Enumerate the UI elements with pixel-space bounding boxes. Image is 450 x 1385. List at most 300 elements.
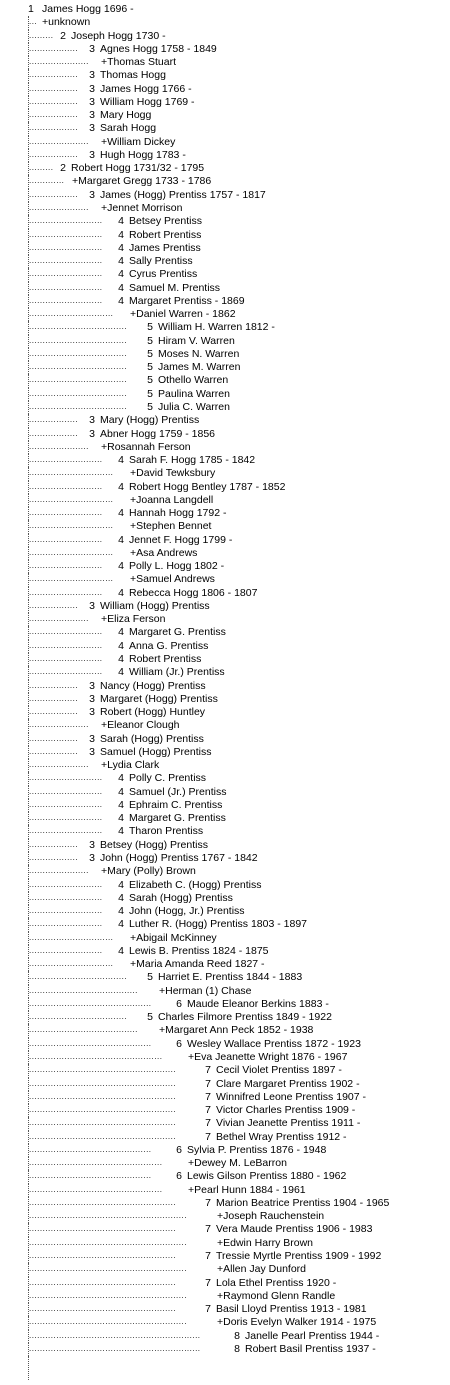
spouse-name: +Joanna Langdell bbox=[130, 493, 214, 506]
person-row bbox=[0, 361, 450, 374]
person-name: William H. Warren 1812 - bbox=[158, 321, 275, 334]
person-row bbox=[0, 215, 450, 228]
person-name: Polly L. Hogg 1802 - bbox=[129, 560, 225, 573]
person-name: Robert Hogg Bentley 1787 - 1852 bbox=[129, 480, 286, 493]
generation-number: 4 bbox=[118, 281, 124, 294]
indent-leader: ...................................................... bbox=[28, 1104, 202, 1117]
indent-leader: ...................... bbox=[28, 719, 99, 732]
person-name: Samuel (Jr.) Prentiss bbox=[129, 785, 227, 798]
indent-leader: ........................... bbox=[28, 945, 115, 958]
indent-leader: ........................... bbox=[28, 229, 115, 242]
person-row bbox=[0, 374, 450, 387]
person-row bbox=[0, 1223, 450, 1236]
generation-number: 7 bbox=[205, 1077, 211, 1090]
person-name: Moses N. Warren bbox=[158, 347, 240, 360]
person-name: Robert (Hogg) Huntley bbox=[100, 706, 206, 719]
spouse-row bbox=[0, 1237, 450, 1250]
person-name: Abner Hogg 1759 - 1856 bbox=[100, 427, 216, 440]
indent-leader: ........................... bbox=[28, 879, 115, 892]
person-row bbox=[0, 1091, 450, 1104]
person-name: Robert Prentiss bbox=[129, 653, 202, 666]
spouse-name: +Asa Andrews bbox=[130, 546, 198, 559]
person-name: Harriet E. Prentiss 1844 - 1883 bbox=[158, 971, 303, 984]
indent-leader: ................................................. bbox=[28, 1157, 186, 1170]
spouse-name: +Stephen Bennet bbox=[130, 520, 212, 533]
person-name: Marion Beatrice Prentiss 1904 - 1965 bbox=[216, 1196, 390, 1209]
spouse-row bbox=[0, 467, 450, 480]
person-row bbox=[0, 1064, 450, 1077]
person-row bbox=[0, 255, 450, 268]
spouse-name: +Pearl Hunn 1884 - 1961 bbox=[188, 1183, 306, 1196]
person-row bbox=[0, 242, 450, 255]
spouse-name: +Daniel Warren - 1862 bbox=[130, 308, 236, 321]
generation-number: 3 bbox=[89, 852, 95, 864]
spouse-row bbox=[0, 1184, 450, 1197]
indent-leader: ...................................................... bbox=[28, 1197, 202, 1210]
person-row bbox=[0, 626, 450, 639]
person-name: Vera Maude Prentiss 1906 - 1983 bbox=[216, 1223, 373, 1236]
person-name: Joseph Hogg 1730 - bbox=[71, 29, 166, 42]
generation-number: 3 bbox=[89, 414, 95, 427]
indent-leader: .......................................................... bbox=[28, 1316, 215, 1329]
person-row bbox=[0, 149, 450, 162]
person-name: Lewis Gilson Prentiss 1880 - 1962 bbox=[187, 1170, 347, 1183]
indent-leader: ............................... bbox=[28, 467, 128, 480]
person-row bbox=[0, 772, 450, 785]
person-name: Hannah Hogg 1792 - bbox=[129, 507, 227, 520]
person-name: Sarah Hogg bbox=[100, 122, 157, 135]
generation-number: 3 bbox=[89, 706, 95, 719]
indent-leader: ...................... bbox=[28, 136, 99, 149]
person-name: Samuel (Hogg) Prentiss bbox=[100, 745, 212, 758]
person-row bbox=[0, 388, 450, 401]
spouse-name: +Jennet Morrison bbox=[101, 201, 183, 214]
generation-number: 6 bbox=[176, 997, 182, 1010]
spouse-row bbox=[0, 985, 450, 998]
indent-leader: ...................................................... bbox=[28, 1223, 202, 1236]
spouse-name: +William Dickey bbox=[101, 135, 176, 148]
spouse-row bbox=[0, 1210, 450, 1223]
person-row bbox=[0, 321, 450, 334]
person-name: Vivian Jeanette Prentiss 1911 - bbox=[216, 1117, 361, 1130]
indent-leader: ................................................. bbox=[28, 1184, 186, 1197]
person-row bbox=[0, 189, 450, 202]
person-name: James Hogg 1766 - bbox=[100, 82, 192, 95]
indent-leader: ........................... bbox=[28, 812, 115, 825]
generation-number: 4 bbox=[118, 878, 124, 891]
spouse-name: +David Tewksbury bbox=[130, 467, 216, 480]
person-name: Robert Prentiss bbox=[129, 228, 202, 241]
generation-number: 4 bbox=[118, 454, 124, 467]
spouse-name: +Doris Evelyn Walker 1914 - 1975 bbox=[217, 1316, 377, 1329]
person-row bbox=[0, 481, 450, 494]
generation-number: 4 bbox=[118, 586, 124, 599]
indent-leader: ........................... bbox=[28, 786, 115, 799]
indent-leader: .................. bbox=[28, 693, 86, 706]
spouse-name: +Thomas Stuart bbox=[101, 56, 176, 69]
person-name: Hugh Hogg 1783 - bbox=[100, 148, 186, 161]
person-row bbox=[0, 653, 450, 666]
spouse-name: +Eliza Ferson bbox=[101, 613, 166, 626]
generation-number: 4 bbox=[118, 944, 124, 957]
generation-number: 4 bbox=[118, 891, 124, 904]
spouse-name: +Dewey M. LeBarron bbox=[188, 1157, 287, 1170]
indent-leader: ............................... bbox=[28, 547, 128, 560]
person-row bbox=[0, 30, 450, 43]
person-row bbox=[0, 122, 450, 135]
person-row bbox=[0, 454, 450, 467]
indent-leader: ...................................................... bbox=[28, 1303, 202, 1316]
generation-number: 4 bbox=[118, 666, 124, 679]
indent-leader: ...................................................... bbox=[28, 1131, 202, 1144]
person-name: John (Hogg) Prentiss 1767 - 1842 bbox=[100, 852, 258, 864]
indent-leader: ...................... bbox=[28, 56, 99, 69]
indent-leader: .................. bbox=[28, 96, 86, 109]
generation-number: 4 bbox=[118, 905, 124, 918]
indent-leader: ........................... bbox=[28, 534, 115, 547]
indent-leader: .................. bbox=[28, 852, 86, 865]
person-name: Charles Filmore Prentiss 1849 - 1922 bbox=[158, 1011, 332, 1024]
generation-number: 4 bbox=[118, 255, 124, 268]
indent-leader: ... bbox=[28, 16, 40, 29]
indent-leader: ...................................................... bbox=[28, 1078, 202, 1091]
person-row bbox=[0, 640, 450, 653]
generation-number: 5 bbox=[147, 321, 153, 334]
indent-leader: .................. bbox=[28, 706, 86, 719]
indent-leader: ........................... bbox=[28, 825, 115, 838]
person-name: Agnes Hogg 1758 - 1849 bbox=[100, 42, 217, 55]
person-name: Ephraim C. Prentiss bbox=[129, 798, 223, 811]
person-row bbox=[0, 534, 450, 547]
generation-number: 7 bbox=[205, 1117, 211, 1130]
person-name: Bethel Wray Prentiss 1912 - bbox=[216, 1130, 347, 1143]
generation-number: 7 bbox=[205, 1130, 211, 1143]
generation-number: 3 bbox=[89, 69, 95, 82]
indent-leader: .................................... bbox=[28, 1011, 144, 1024]
person-row bbox=[0, 786, 450, 799]
person-name: Cecil Violet Prentiss 1897 - bbox=[216, 1064, 342, 1077]
person-name: James M. Warren bbox=[158, 361, 241, 374]
person-name: Sylvia P. Prentiss 1876 - 1948 bbox=[187, 1143, 327, 1156]
spouse-name: +Eva Jeanette Wright 1876 - 1967 bbox=[188, 1050, 348, 1063]
indent-leader: .......................................................... bbox=[28, 1290, 215, 1303]
person-row bbox=[0, 1038, 450, 1051]
generation-number: 7 bbox=[205, 1303, 211, 1316]
person-row bbox=[0, 268, 450, 281]
person-name: Polly C. Prentiss bbox=[129, 772, 207, 785]
indent-leader: .................. bbox=[28, 149, 86, 162]
generation-number: 5 bbox=[147, 971, 153, 984]
person-name: William (Jr.) Prentiss bbox=[129, 666, 225, 679]
spouse-row bbox=[0, 719, 450, 732]
indent-leader: ........................... bbox=[28, 560, 115, 573]
person-name: Samuel M. Prentiss bbox=[129, 281, 221, 294]
person-row bbox=[0, 348, 450, 361]
spouse-name: +Joseph Rauchenstein bbox=[217, 1210, 325, 1223]
descendant-tree bbox=[0, 3, 450, 1356]
person-row bbox=[0, 1303, 450, 1316]
person-row bbox=[0, 1197, 450, 1210]
person-name: Margaret G. Prentiss bbox=[129, 626, 226, 639]
indent-leader: .................. bbox=[28, 733, 86, 746]
generation-number: 4 bbox=[118, 294, 124, 307]
indent-leader: ...................................................... bbox=[28, 1064, 202, 1077]
spouse-row bbox=[0, 1263, 450, 1276]
spouse-row bbox=[0, 573, 450, 586]
indent-leader: ........................... bbox=[28, 918, 115, 931]
generation-number: 3 bbox=[89, 745, 95, 758]
tree-guide-line bbox=[28, 1356, 30, 1380]
generation-number: 7 bbox=[205, 1064, 211, 1077]
person-name: Paulina Warren bbox=[158, 387, 230, 400]
generation-number: 4 bbox=[118, 918, 124, 931]
spouse-row bbox=[0, 175, 450, 188]
indent-leader: .................. bbox=[28, 839, 86, 852]
generation-number: 3 bbox=[89, 95, 95, 108]
spouse-name: +Eleanor Clough bbox=[101, 719, 180, 732]
person-row bbox=[0, 1104, 450, 1117]
indent-leader: ........................... bbox=[28, 454, 115, 467]
indent-leader: ........................... bbox=[28, 507, 115, 520]
generation-number: 3 bbox=[89, 427, 95, 440]
indent-leader: ........................................ bbox=[28, 985, 157, 998]
spouse-name: +Herman (1) Chase bbox=[159, 984, 252, 997]
indent-leader: ...................................................... bbox=[28, 1250, 202, 1263]
person-row bbox=[0, 1277, 450, 1290]
indent-leader: ............................................. bbox=[28, 1038, 173, 1051]
generation-number: 3 bbox=[89, 82, 95, 95]
generation-number: 3 bbox=[89, 122, 95, 135]
indent-leader: .................................... bbox=[28, 401, 144, 414]
person-name: Thomas Hogg bbox=[100, 69, 166, 82]
person-name: Luther R. (Hogg) Prentiss 1803 - 1897 bbox=[129, 918, 308, 931]
person-name: Wesley Wallace Prentiss 1872 - 1923 bbox=[187, 1037, 361, 1050]
person-name: Winnifred Leone Prentiss 1907 - bbox=[216, 1090, 366, 1103]
indent-leader: ............................................................... bbox=[28, 1343, 231, 1356]
person-name: James Hogg 1696 - bbox=[42, 3, 134, 15]
person-name: Clare Margaret Prentiss 1902 - bbox=[216, 1077, 360, 1090]
person-row bbox=[0, 414, 450, 427]
generation-number: 8 bbox=[234, 1342, 240, 1355]
spouse-row bbox=[0, 613, 450, 626]
indent-leader: ........................... bbox=[28, 640, 115, 653]
generation-number: 4 bbox=[118, 825, 124, 838]
person-row bbox=[0, 918, 450, 931]
indent-leader: ........................................ bbox=[28, 1024, 157, 1037]
person-row bbox=[0, 43, 450, 56]
spouse-name: +Margaret Ann Peck 1852 - 1938 bbox=[159, 1024, 314, 1037]
person-name: Mary (Hogg) Prentiss bbox=[100, 414, 200, 427]
generation-number: 5 bbox=[147, 334, 153, 347]
person-name: Sarah (Hogg) Prentiss bbox=[129, 891, 233, 904]
generation-number: 4 bbox=[118, 653, 124, 666]
indent-leader: .................. bbox=[28, 680, 86, 693]
spouse-row bbox=[0, 1157, 450, 1170]
person-name: Margaret (Hogg) Prentiss bbox=[100, 692, 218, 705]
person-name: Lola Ethel Prentiss 1920 - bbox=[216, 1276, 337, 1289]
spouse-row bbox=[0, 865, 450, 878]
indent-leader: ........................... bbox=[28, 666, 115, 679]
person-row bbox=[0, 812, 450, 825]
generation-number: 4 bbox=[118, 268, 124, 281]
generation-number: 5 bbox=[147, 347, 153, 360]
spouse-row bbox=[0, 1316, 450, 1329]
indent-leader: ........................... bbox=[28, 481, 115, 494]
generation-number: 6 bbox=[176, 1143, 182, 1156]
person-name: Jennet F. Hogg 1799 - bbox=[129, 533, 233, 546]
indent-leader: .................. bbox=[28, 746, 86, 759]
indent-leader: .................. bbox=[28, 189, 86, 202]
indent-leader: ...................... bbox=[28, 441, 99, 454]
spouse-name: +Maria Amanda Reed 1827 - bbox=[130, 958, 265, 971]
indent-leader: ............................................. bbox=[28, 998, 173, 1011]
indent-leader: .................. bbox=[28, 428, 86, 441]
person-name: Sarah (Hogg) Prentiss bbox=[100, 732, 204, 745]
indent-leader: .................................... bbox=[28, 361, 144, 374]
generation-number: 3 bbox=[89, 599, 95, 612]
spouse-name: +Samuel Andrews bbox=[130, 573, 215, 586]
indent-leader: ........................... bbox=[28, 282, 115, 295]
person-row bbox=[0, 1330, 450, 1343]
spouse-row bbox=[0, 1051, 450, 1064]
indent-leader: ........................... bbox=[28, 295, 115, 308]
spouse-row bbox=[0, 759, 450, 772]
spouse-name: +unknown bbox=[42, 16, 91, 29]
indent-leader: ...................... bbox=[28, 202, 99, 215]
generation-number: 4 bbox=[118, 785, 124, 798]
indent-leader: ........................... bbox=[28, 268, 115, 281]
generation-number: 4 bbox=[118, 533, 124, 546]
indent-leader: ........................... bbox=[28, 905, 115, 918]
spouse-row bbox=[0, 136, 450, 149]
person-row bbox=[0, 560, 450, 573]
person-name: Tharon Prentiss bbox=[129, 825, 204, 838]
indent-leader: .................................... bbox=[28, 321, 144, 334]
generation-number: 4 bbox=[118, 626, 124, 639]
generation-number: 3 bbox=[89, 148, 95, 161]
indent-leader: ........................... bbox=[28, 892, 115, 905]
person-row bbox=[0, 1117, 450, 1130]
generation-number: 5 bbox=[147, 400, 153, 413]
indent-leader: .................................... bbox=[28, 348, 144, 361]
indent-leader: ........................... bbox=[28, 255, 115, 268]
indent-leader: .................................... bbox=[28, 335, 144, 348]
spouse-row bbox=[0, 308, 450, 321]
spouse-row bbox=[0, 494, 450, 507]
person-name: Julia C. Warren bbox=[158, 400, 230, 413]
generation-number: 4 bbox=[118, 507, 124, 520]
generation-number: 4 bbox=[118, 480, 124, 493]
person-row bbox=[0, 879, 450, 892]
generation-number: 4 bbox=[118, 560, 124, 573]
person-row bbox=[0, 428, 450, 441]
person-row bbox=[0, 945, 450, 958]
person-name: Tressie Myrtle Prentiss 1909 - 1992 bbox=[216, 1249, 382, 1262]
generation-number: 4 bbox=[118, 812, 124, 825]
person-row bbox=[0, 825, 450, 838]
indent-leader: .................. bbox=[28, 414, 86, 427]
indent-leader: .................................... bbox=[28, 374, 144, 387]
person-name: Margaret G. Prentiss bbox=[129, 812, 226, 825]
spouse-row bbox=[0, 56, 450, 69]
generation-number: 3 bbox=[89, 679, 95, 692]
person-row bbox=[0, 587, 450, 600]
generation-number: 3 bbox=[89, 42, 95, 55]
indent-leader: .................. bbox=[28, 69, 86, 82]
indent-leader: ............................... bbox=[28, 958, 128, 971]
person-row bbox=[0, 3, 450, 16]
indent-leader: .................................... bbox=[28, 971, 144, 984]
indent-leader: ...................... bbox=[28, 613, 99, 626]
indent-leader: ............................... bbox=[28, 308, 128, 321]
indent-leader: ............................... bbox=[28, 932, 128, 945]
spouse-row bbox=[0, 520, 450, 533]
indent-leader: ............. bbox=[28, 175, 70, 188]
person-row bbox=[0, 852, 450, 865]
person-name: Othello Warren bbox=[158, 374, 229, 387]
person-row bbox=[0, 96, 450, 109]
generation-number: 6 bbox=[176, 1170, 182, 1183]
indent-leader: .................. bbox=[28, 83, 86, 96]
spouse-row bbox=[0, 16, 450, 29]
person-row bbox=[0, 335, 450, 348]
person-name: Lewis B. Prentiss 1824 - 1875 bbox=[129, 944, 269, 957]
indent-leader: ............................... bbox=[28, 573, 128, 586]
person-row bbox=[0, 282, 450, 295]
person-row bbox=[0, 1011, 450, 1024]
spouse-row bbox=[0, 547, 450, 560]
person-name: Rebecca Hogg 1806 - 1807 bbox=[129, 586, 258, 599]
person-row bbox=[0, 600, 450, 613]
person-name: Robert Hogg 1731/32 - 1795 bbox=[71, 162, 205, 175]
indent-leader: .......................................................... bbox=[28, 1210, 215, 1223]
generation-number: 4 bbox=[118, 241, 124, 254]
person-name: Sarah F. Hogg 1785 - 1842 bbox=[129, 454, 256, 467]
generation-number: 2 bbox=[60, 29, 66, 42]
person-name: Maude Eleanor Berkins 1883 - bbox=[187, 997, 329, 1010]
generation-number: 2 bbox=[60, 162, 66, 175]
generation-number: 7 bbox=[205, 1249, 211, 1262]
person-row bbox=[0, 69, 450, 82]
indent-leader: ........................... bbox=[28, 653, 115, 666]
generation-number: 4 bbox=[118, 215, 124, 228]
person-name: Nancy (Hogg) Prentiss bbox=[100, 679, 206, 692]
person-row bbox=[0, 706, 450, 719]
person-name: Anna G. Prentiss bbox=[129, 639, 209, 652]
person-name: Basil Lloyd Prentiss 1913 - 1981 bbox=[216, 1303, 367, 1316]
indent-leader: ........................... bbox=[28, 626, 115, 639]
person-row bbox=[0, 733, 450, 746]
generation-number: 6 bbox=[176, 1037, 182, 1050]
generation-number: 4 bbox=[118, 798, 124, 811]
indent-leader: ............................... bbox=[28, 494, 128, 507]
generation-number: 3 bbox=[89, 732, 95, 745]
indent-leader: ............................................. bbox=[28, 1144, 173, 1157]
indent-leader: ......... bbox=[28, 162, 57, 175]
generation-number: 7 bbox=[205, 1090, 211, 1103]
person-row bbox=[0, 1078, 450, 1091]
indent-leader: ........................... bbox=[28, 799, 115, 812]
person-name: James (Hogg) Prentiss 1757 - 1817 bbox=[100, 188, 266, 201]
generation-number: 7 bbox=[205, 1104, 211, 1117]
indent-leader: ...................... bbox=[28, 759, 99, 772]
indent-leader: ......... bbox=[28, 30, 57, 43]
generation-number: 4 bbox=[118, 639, 124, 652]
indent-leader: ............................................................... bbox=[28, 1330, 231, 1343]
person-name: John (Hogg, Jr.) Prentiss bbox=[129, 905, 245, 918]
person-row bbox=[0, 83, 450, 96]
person-row bbox=[0, 998, 450, 1011]
